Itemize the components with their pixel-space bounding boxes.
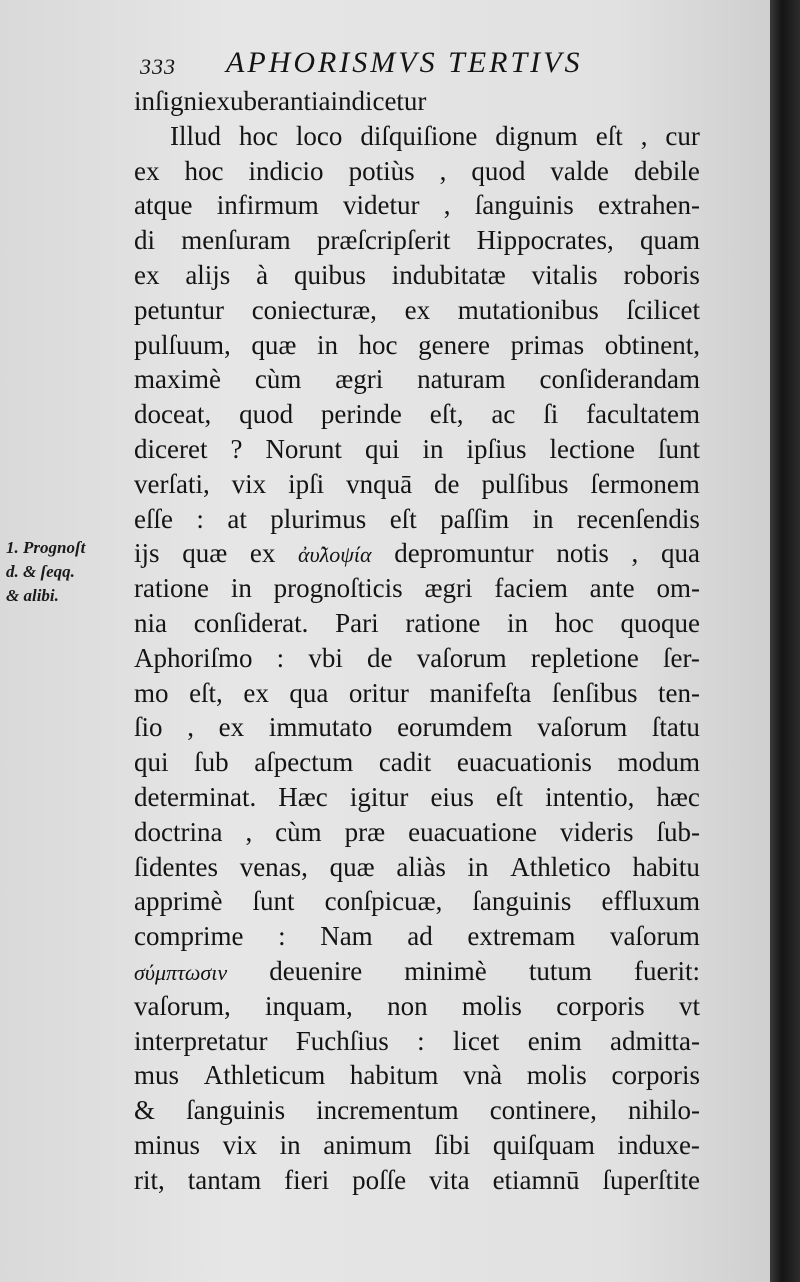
word: qui [134, 747, 169, 778]
word: ? [230, 433, 243, 464]
word: prognoſticis [273, 573, 403, 604]
word: ſer- [662, 642, 700, 673]
word: ad [407, 921, 433, 952]
text-line [134, 710, 700, 745]
word: potiùs [348, 155, 415, 186]
word: eſt, [189, 677, 223, 708]
word: ſermonem [590, 468, 700, 499]
text-line [134, 1024, 700, 1059]
text-line [134, 780, 700, 815]
word: ſi [543, 399, 559, 430]
word: cùm [254, 364, 302, 395]
word: valde [550, 155, 609, 186]
word: ac [491, 399, 516, 430]
word: tantam [187, 1164, 262, 1195]
word: atque [134, 190, 193, 221]
text-line [134, 989, 700, 1024]
word: ipſius [466, 433, 527, 464]
word: perinde [320, 399, 402, 430]
word: qua [289, 677, 329, 708]
text-line [134, 641, 700, 676]
word: licet [452, 1025, 500, 1056]
text-line [134, 502, 700, 537]
word: continere, [489, 1095, 597, 1126]
word: immutato [268, 712, 373, 743]
word: ex [134, 259, 160, 290]
word: videris [560, 816, 634, 847]
book-gutter [770, 0, 800, 1282]
word: eorumdem [397, 712, 513, 743]
word: vnquā [346, 468, 413, 499]
word: euacuatione [408, 816, 538, 847]
word: doceat, [134, 399, 212, 430]
text-line [134, 1058, 700, 1093]
text-line [134, 397, 700, 432]
word: conſiderat. [193, 607, 309, 638]
word: determinat. [134, 781, 257, 812]
word: , [245, 816, 253, 847]
word: molis [461, 990, 522, 1021]
word: vitalis [531, 259, 598, 290]
word: , [439, 155, 447, 186]
word: effluxum [601, 886, 700, 917]
word: ſub [194, 747, 229, 778]
word: indicetur [330, 86, 427, 116]
word: non [387, 990, 428, 1021]
word: intentio, [545, 781, 635, 812]
word: Illud [170, 120, 221, 151]
word: nihilo- [627, 1095, 700, 1126]
text-line [134, 362, 700, 397]
word: : [278, 921, 286, 952]
word: diſquiſione [360, 120, 478, 151]
text-line [134, 188, 700, 223]
word: molis [526, 1060, 587, 1091]
word: , [187, 712, 194, 743]
word: tutum [528, 955, 592, 986]
word: notis [556, 538, 609, 569]
word: rit, [134, 1164, 165, 1195]
word: quod [471, 155, 526, 186]
margin-note-line: & alibi. [6, 586, 59, 605]
word: petuntur [134, 294, 224, 325]
margin-note-line: d. & ſeqq. [6, 562, 75, 581]
word: eius [430, 781, 474, 812]
word: mus [134, 1060, 180, 1091]
text-line [134, 536, 700, 571]
text-line [134, 258, 700, 293]
word: aliàs [396, 851, 446, 882]
word: hoc [358, 329, 398, 360]
word: cadit [378, 747, 432, 778]
word: induxe- [617, 1129, 700, 1160]
word: pulſuum, [134, 329, 231, 360]
text-line [134, 84, 700, 119]
word: ſidentes [134, 851, 218, 882]
word: ægri [335, 364, 384, 395]
word: cur [665, 120, 700, 151]
word: ſunt [657, 433, 700, 464]
word: Hæc [278, 781, 328, 812]
word: hoc [184, 155, 224, 186]
text-line [134, 884, 700, 919]
word: oritur [348, 677, 409, 708]
word: : [417, 1025, 425, 1056]
word: ſanguinis [474, 190, 574, 221]
text-line [134, 571, 700, 606]
text-line [134, 432, 700, 467]
word: qua [660, 538, 700, 569]
word: animum [323, 1129, 412, 1160]
word: quoque [620, 607, 700, 638]
word: ratione [405, 607, 481, 638]
word: eſt [389, 503, 417, 534]
word: exuberantia [204, 86, 331, 116]
text-line [134, 223, 700, 258]
word: vaſorum, [134, 990, 231, 1021]
word: vaſorum [416, 642, 507, 673]
word: extrahen- [598, 190, 700, 221]
word: cùm [275, 816, 322, 847]
word: igitur [349, 781, 409, 812]
word: ſub- [656, 816, 700, 847]
word: eſt [496, 781, 524, 812]
text-line [134, 850, 700, 885]
word: Aphoriſmo [134, 642, 253, 673]
word: quibus [293, 259, 366, 290]
word: quæ [329, 851, 375, 882]
word: menſuram [181, 225, 291, 256]
word: Norunt [265, 433, 342, 464]
word: Pari [335, 607, 379, 638]
word: inquam, [265, 990, 353, 1021]
word: manifeſta [429, 677, 532, 708]
word: ex [404, 294, 431, 325]
word: quæ [182, 538, 228, 569]
word: eſſe [134, 503, 173, 534]
word: indicio [248, 155, 324, 186]
word: ſio [134, 712, 163, 743]
word: hæc [656, 781, 700, 812]
word: ſanguinis [186, 1095, 286, 1126]
word: admitta- [610, 1025, 700, 1056]
word: primas [510, 329, 585, 360]
word: faciem [494, 573, 568, 604]
text-line [134, 745, 700, 780]
word: Nam [320, 921, 373, 952]
text-line [134, 815, 700, 850]
word: dignum [495, 120, 578, 151]
word: at [227, 503, 247, 534]
word: ex [249, 538, 276, 569]
word: naturam [417, 364, 506, 395]
word: quod [239, 399, 294, 430]
word: ſunt [252, 886, 295, 917]
word: in [467, 851, 489, 882]
word: in [230, 573, 252, 604]
word: alijs [185, 259, 231, 290]
word: nia [134, 607, 167, 638]
text-line [134, 328, 700, 363]
word: eſt [595, 120, 623, 151]
word: fuerit: [634, 955, 700, 986]
word: genere [418, 329, 491, 360]
word: qui [364, 433, 400, 464]
word: ijs [134, 538, 160, 569]
word: ſtatu [651, 712, 700, 743]
word: recenſendis [576, 503, 700, 534]
word: corporis [556, 990, 645, 1021]
word: videtur [343, 190, 420, 221]
word: eſt, [429, 399, 464, 430]
word: à [256, 259, 269, 290]
body-text [134, 84, 700, 1198]
word: comprime [134, 921, 244, 952]
word: enim [527, 1025, 582, 1056]
word: in [422, 433, 444, 464]
text-line [134, 1128, 700, 1163]
word: minimè [404, 955, 487, 986]
word: deuenire [269, 955, 363, 986]
word: apprimè [134, 886, 223, 917]
word: ægri [424, 573, 473, 604]
word: maximè [134, 364, 221, 395]
word: , [640, 120, 648, 151]
word: habitum [349, 1060, 439, 1091]
word: : [276, 642, 285, 673]
word: venas, [239, 851, 308, 882]
word: ante [589, 573, 635, 604]
page-number: 333 [140, 54, 176, 79]
word: di [134, 225, 156, 256]
page-header [140, 44, 680, 86]
word: σύμπτωσιν [134, 959, 228, 985]
word: aſpectum [254, 747, 354, 778]
word: vix [231, 468, 267, 499]
word: modum [617, 747, 700, 778]
word: diceret [134, 433, 208, 464]
text-line [134, 954, 700, 989]
word: poſſe [352, 1164, 407, 1195]
word: quiſquam [492, 1129, 595, 1160]
word: paſſim [440, 503, 510, 534]
word: ſibi [434, 1129, 471, 1160]
running-title: APHORISMVS TERTIVS [226, 46, 583, 79]
word: pulſibus [481, 468, 569, 499]
word: conſpicuæ, [324, 886, 443, 917]
word: extremam [467, 921, 576, 952]
word: in [532, 503, 554, 534]
word: Athletico [510, 851, 611, 882]
word: de [367, 642, 393, 673]
word: Hippocrates, [476, 225, 614, 256]
word: quæ [251, 329, 297, 360]
word: mutationibus [457, 294, 599, 325]
word: in [316, 329, 338, 360]
word: , [631, 538, 639, 569]
word: ipſi [288, 468, 325, 499]
word: ſanguinis [472, 886, 572, 917]
word: : [196, 503, 204, 534]
word: roboris [623, 259, 700, 290]
word: verſati, [134, 468, 210, 499]
word: om- [656, 573, 700, 604]
word: infirmum [216, 190, 319, 221]
word: obtinent, [604, 329, 700, 360]
margin-note [6, 536, 116, 608]
word: vita [429, 1164, 470, 1195]
word: conſiderandam [539, 364, 700, 395]
word: de [434, 468, 460, 499]
text-line [134, 676, 700, 711]
word: hoc [554, 607, 594, 638]
word: corporis [611, 1060, 700, 1091]
word: lectione [549, 433, 635, 464]
word: doctrina [134, 816, 223, 847]
word: Fuchſius [295, 1025, 389, 1056]
word: fieri [284, 1164, 330, 1195]
word: mo [134, 677, 169, 708]
word: ex [134, 155, 160, 186]
word: depromuntur [394, 538, 534, 569]
word: vaſorum [609, 921, 700, 952]
word: inſigni [134, 86, 205, 116]
word: indubitatæ [391, 259, 506, 290]
word: repletione [530, 642, 639, 673]
word: facultatem [586, 399, 700, 430]
text-line [134, 119, 700, 154]
word: ſuperſtite [602, 1164, 700, 1195]
word: ἀυ̃λοψία [298, 542, 372, 568]
word: ten- [658, 677, 700, 708]
word: euacuationis [456, 747, 592, 778]
margin-note-line: 1. Prognoſt [6, 538, 86, 557]
word: incrementum [316, 1095, 459, 1126]
word: coniecturæ, [251, 294, 377, 325]
word: ſenſibus [551, 677, 638, 708]
word: ex [243, 677, 269, 708]
text-line [134, 1093, 700, 1128]
word: quam [639, 225, 700, 256]
text-line [134, 293, 700, 328]
word: vaſorum [537, 712, 628, 743]
text-line [134, 467, 700, 502]
word: loco [295, 120, 343, 151]
word: præſcripſerit [316, 225, 451, 256]
word: vt [678, 990, 700, 1021]
text-line [134, 1163, 700, 1198]
word: vnà [463, 1060, 503, 1091]
word: debile [633, 155, 700, 186]
word: ratione [134, 573, 209, 604]
text-line [134, 606, 700, 641]
word: ſcilicet [626, 294, 700, 325]
word: ex [218, 712, 245, 743]
word: Athleticum [203, 1060, 326, 1091]
word: vix [222, 1129, 258, 1160]
word: etiamnū [492, 1164, 580, 1195]
word: habitu [632, 851, 700, 882]
word: in [279, 1129, 301, 1160]
word: hoc [238, 120, 278, 151]
word: plurimus [270, 503, 367, 534]
word: præ [344, 816, 386, 847]
text-line [134, 919, 700, 954]
word: & [134, 1095, 156, 1126]
word: interpretatur [134, 1025, 268, 1056]
word: minus [134, 1129, 201, 1160]
word: in [507, 607, 529, 638]
text-line [134, 154, 700, 189]
word: , [443, 190, 451, 221]
word: vbi [308, 642, 343, 673]
